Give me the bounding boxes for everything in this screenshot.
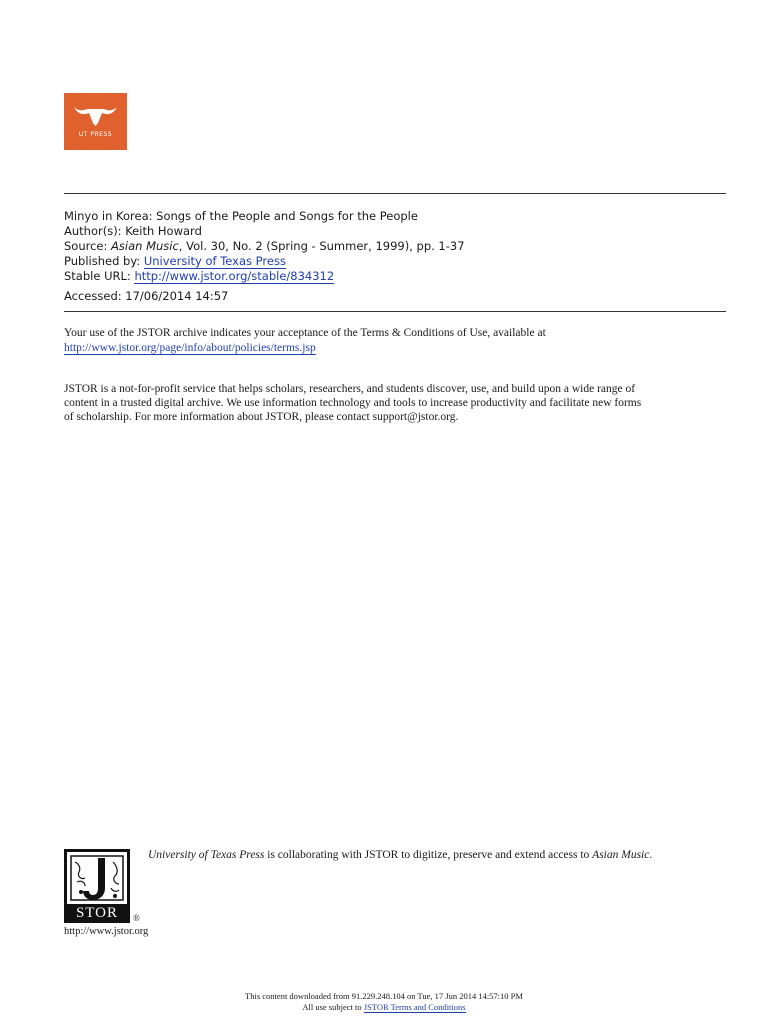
footer-download-line: This content downloaded from 91.229.248.104 on Tue, 17 Jun 2014 14:57:10 PM [245,991,523,1001]
mid-rule [64,311,726,312]
about-line-3: of scholarship. For more information about JSTOR, please contact support@jstor.org. [64,411,459,423]
collab-middle: is collaborating with JSTOR to digitize, preserve and extend access to [264,849,593,861]
stable-url-line [64,269,334,284]
about-line-1: JSTOR is a not-for-profit service that helps scholars, researchers, and students discover, use, and build upon a wide range of [64,383,636,395]
top-rule [64,193,726,194]
published-label: Published by: [64,254,144,268]
jstor-emblem-icon [67,852,127,904]
jstor-wordmark: STOR [75,905,119,921]
source-details: , Vol. 30, No. 2 (Spring - Summer, 1999), pp. 1-37 [178,239,465,253]
ut-press-logo [64,93,127,150]
article-title: Minyo in Korea: Songs of the People and Songs for the People [64,209,418,223]
footer-terms-link[interactable]: JSTOR Terms and Conditions [363,1002,466,1012]
logo-text: UT PRESS [78,131,113,138]
footer-terms-line [0,1002,768,1013]
registered-mark: ® [133,913,140,923]
terms-link-line [64,341,316,355]
terms-link[interactable]: http://www.jstor.org/page/info/about/policies/terms.jsp [64,342,316,354]
collab-publisher: University of Texas Press [148,849,265,861]
stable-url-label: Stable URL: [64,269,135,283]
collab-end: . [649,849,653,861]
jstor-logo [64,849,130,923]
source-label: Source: [64,239,112,253]
authors-label: Author(s): [64,224,126,238]
footer-terms-prefix: All use subject to [302,1002,364,1012]
accessed-date: Accessed: 17/06/2014 14:57 [64,289,229,303]
jstor-url[interactable]: http://www.jstor.org [64,926,149,937]
about-line-2: content in a trusted digital archive. We use information technology and tools to increase productivity and facilitate new forms [64,397,642,409]
publisher-link[interactable]: University of Texas Press [143,254,286,268]
authors-line [64,224,202,239]
collab-statement [148,848,652,862]
collab-journal: Asian Music [592,849,650,861]
authors-value: Keith Howard [125,224,202,238]
published-line [64,254,286,269]
source-line [64,239,465,254]
stable-url-link[interactable]: http://www.jstor.org/stable/834312 [134,269,335,283]
terms-text: Your use of the JSTOR archive indicates your acceptance of the Terms & Conditions of Use, available at [64,327,546,339]
longhorn-icon [64,93,127,133]
source-journal: Asian Music [111,239,179,253]
